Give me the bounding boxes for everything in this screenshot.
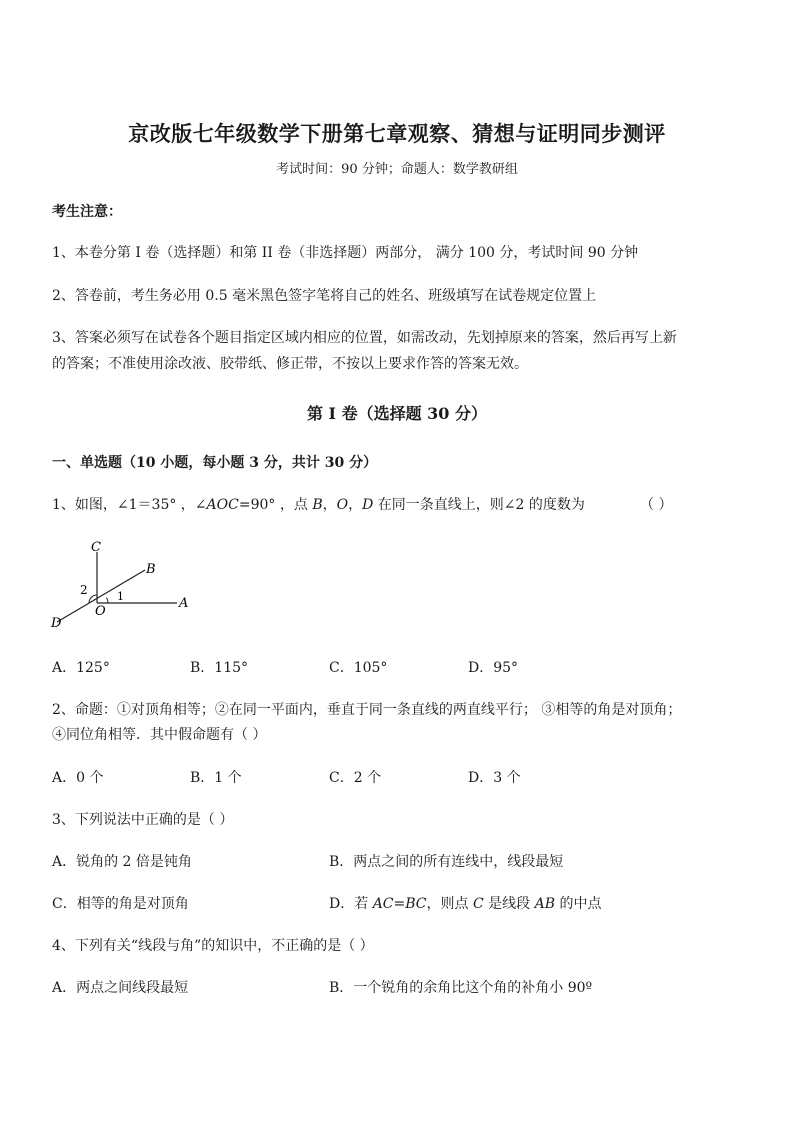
label-b: B (146, 562, 156, 577)
notice-item-3-continued: 的答案；不准使用涂改液、胶带纸、修正带，不按以上要求作答的答案无效。 (52, 356, 528, 372)
label-angle-2: 2 (80, 583, 88, 597)
question-2-option-b[interactable]: B．1 个 (190, 770, 242, 786)
notice-item-3: 3、答案必须写在试卷各个题目指定区域内相应的位置，如需改动，先划掉原来的答案，然后再写上新 (52, 330, 677, 346)
question-2-stem-line-2: ④同位角相等．其中假命题有（ ） (52, 727, 267, 743)
notice-item-2: 2、答卷前，考生务必用 0.5 毫米黑色签字笔将自己的姓名、班级填写在试卷规定位置上 (52, 288, 597, 304)
question-2-option-a[interactable]: A．0 个 (52, 770, 104, 786)
page-title: 京改版七年级数学下册第七章观察、猜想与证明同步测评 (128, 121, 666, 146)
question-1-option-d[interactable]: D．95° (468, 660, 519, 676)
question-1-answer-paren: （ ） (640, 497, 673, 513)
label-d: D (51, 616, 62, 631)
question-4-option-b[interactable]: B．一个锐角的余角比这个角的补角小 90º (329, 980, 593, 996)
question-1-stem: 1、如图，∠1＝35° ，∠AOC=90° ，点 B，O，D 在同一条直线上，则∠2 的度数为 (52, 497, 585, 513)
question-1-option-c[interactable]: C．105° (329, 660, 388, 676)
question-3-option-d[interactable]: D．若 AC=BC，则点 C 是线段 AB 的中点 (329, 896, 602, 912)
notice-item-1: 1、本卷分第 I 卷（选择题）和第 II 卷（非选择题）两部分， 满分 100 分，考试时间 90 分钟 (52, 245, 639, 261)
question-1-figure (45, 532, 205, 632)
section-heading: 一、单选题（10 小题，每小题 3 分，共计 30 分） (52, 455, 378, 471)
question-2-stem-line-1: 2、命题：①对顶角相等；②在同一平面内，垂直于同一条直线的两直线平行； ③相等的角是对顶角； (52, 702, 682, 718)
part1-title: 第 I 卷（选择题 30 分） (306, 404, 488, 423)
question-1-option-b[interactable]: B．115° (190, 660, 249, 676)
question-2-option-c[interactable]: C．2 个 (329, 770, 382, 786)
label-angle-1: 1 (117, 590, 124, 603)
label-a: A (179, 596, 189, 611)
notice-heading: 考生注意： (52, 204, 122, 220)
question-3-stem: 3、下列说法中正确的是（ ） (52, 812, 234, 828)
question-2-option-d[interactable]: D．3 个 (468, 770, 521, 786)
question-3-option-a[interactable]: A．锐角的 2 倍是钝角 (52, 854, 192, 870)
question-4-option-a[interactable]: A．两点之间线段最短 (52, 980, 189, 996)
question-4-stem: 4、下列有关“线段与角”的知识中，不正确的是（ ） (52, 938, 374, 954)
question-3-option-b[interactable]: B．两点之间的所有连线中，线段最短 (329, 854, 564, 870)
angle-1-arc (107, 598, 109, 604)
exam-info: 考试时间：90 分钟；命题人：数学教研组 (276, 162, 518, 177)
question-1-option-a[interactable]: A．125° (52, 660, 110, 676)
label-c: C (91, 540, 101, 555)
question-3-option-c[interactable]: C．相等的角是对顶角 (52, 896, 189, 912)
label-o: O (95, 604, 106, 619)
